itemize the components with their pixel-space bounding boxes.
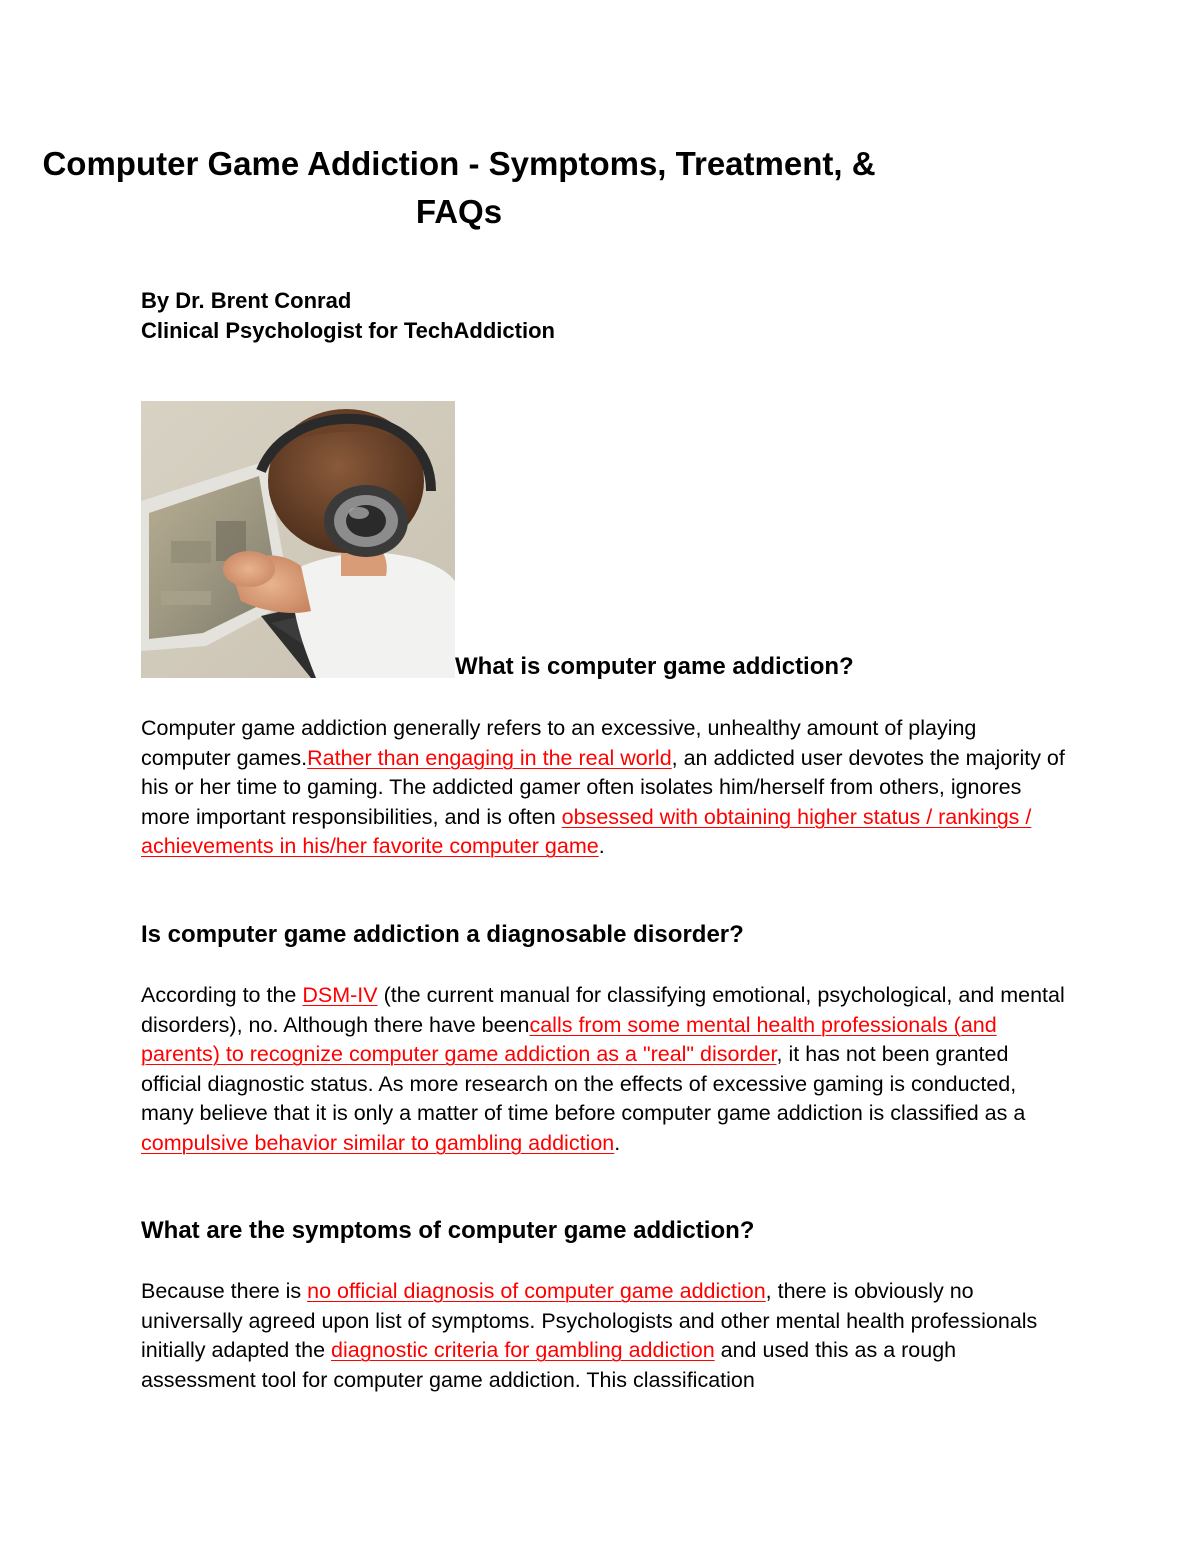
link-dsm-iv[interactable]: DSM-IV	[302, 983, 378, 1007]
link-real-world[interactable]: Rather than engaging in the real world	[307, 745, 672, 770]
text: (the current manual for classifying emotional, psychological, and mental disorders), no. Although there have been	[141, 983, 1065, 1037]
link-compulsive-behavior[interactable]: compulsive behavior similar to gambling addiction	[141, 1130, 615, 1155]
link-gambling-criteria[interactable]: diagnostic criteria for gambling addiction	[331, 1338, 715, 1363]
paragraph-symptoms	[141, 1277, 1066, 1395]
gamer-photo-illustration	[141, 401, 455, 678]
title-line-2: FAQs	[415, 193, 503, 230]
text: .	[614, 1130, 621, 1155]
link-no-official-diagnosis[interactable]: no official diagnosis of computer game addiction	[307, 1279, 766, 1303]
paragraph-definition	[141, 714, 1066, 862]
link-obsessed-status[interactable]: obsessed with obtaining higher status / rankings / achievements in his/her favorite computer game	[141, 804, 1032, 859]
text: .	[598, 834, 605, 859]
document-title	[0, 140, 1059, 236]
author-name: By Dr. Brent Conrad	[141, 288, 352, 313]
text: , it has not been granted official diagnostic status. As more research on the effects of excessive gaming is conducted, many believe that it is only a matter of time before computer game addiction is classified as a	[141, 1042, 1026, 1126]
gamer-photo	[141, 401, 455, 678]
paragraph-diagnosable	[141, 981, 1066, 1159]
heading-symptoms: What are the symptoms of computer game addiction?	[141, 1217, 755, 1244]
byline	[141, 286, 555, 346]
heading-what-is: What is computer game addiction?	[455, 653, 854, 680]
text: According to the	[141, 983, 303, 1007]
text: Computer game addiction generally refers to an excessive, unhealthy amount of playing computer games.	[141, 716, 977, 770]
text: , there is obviously no universally agreed upon list of symptoms. Psychologists and other mental health professionals initially adapted the	[141, 1279, 1038, 1363]
text: Because there is	[141, 1279, 308, 1303]
title-line-1: Computer Game Addiction - Symptoms, Treatment, &	[42, 145, 876, 182]
heading-diagnosable: Is computer game addiction a diagnosable disorder?	[141, 921, 744, 948]
link-calls-recognize[interactable]: calls from some mental health professionals (and parents) to recognize computer game addiction as a "real" disorder	[141, 1012, 997, 1067]
text: and used this as a rough assessment tool for computer game addiction. This classification	[141, 1338, 957, 1392]
text: , an addicted user devotes the majority of his or her time to gaming. The addicted gamer often isolates him/herself from others, ignores more important responsibilities, and is often	[141, 745, 1065, 829]
author-role: Clinical Psychologist for TechAddiction	[141, 318, 555, 343]
